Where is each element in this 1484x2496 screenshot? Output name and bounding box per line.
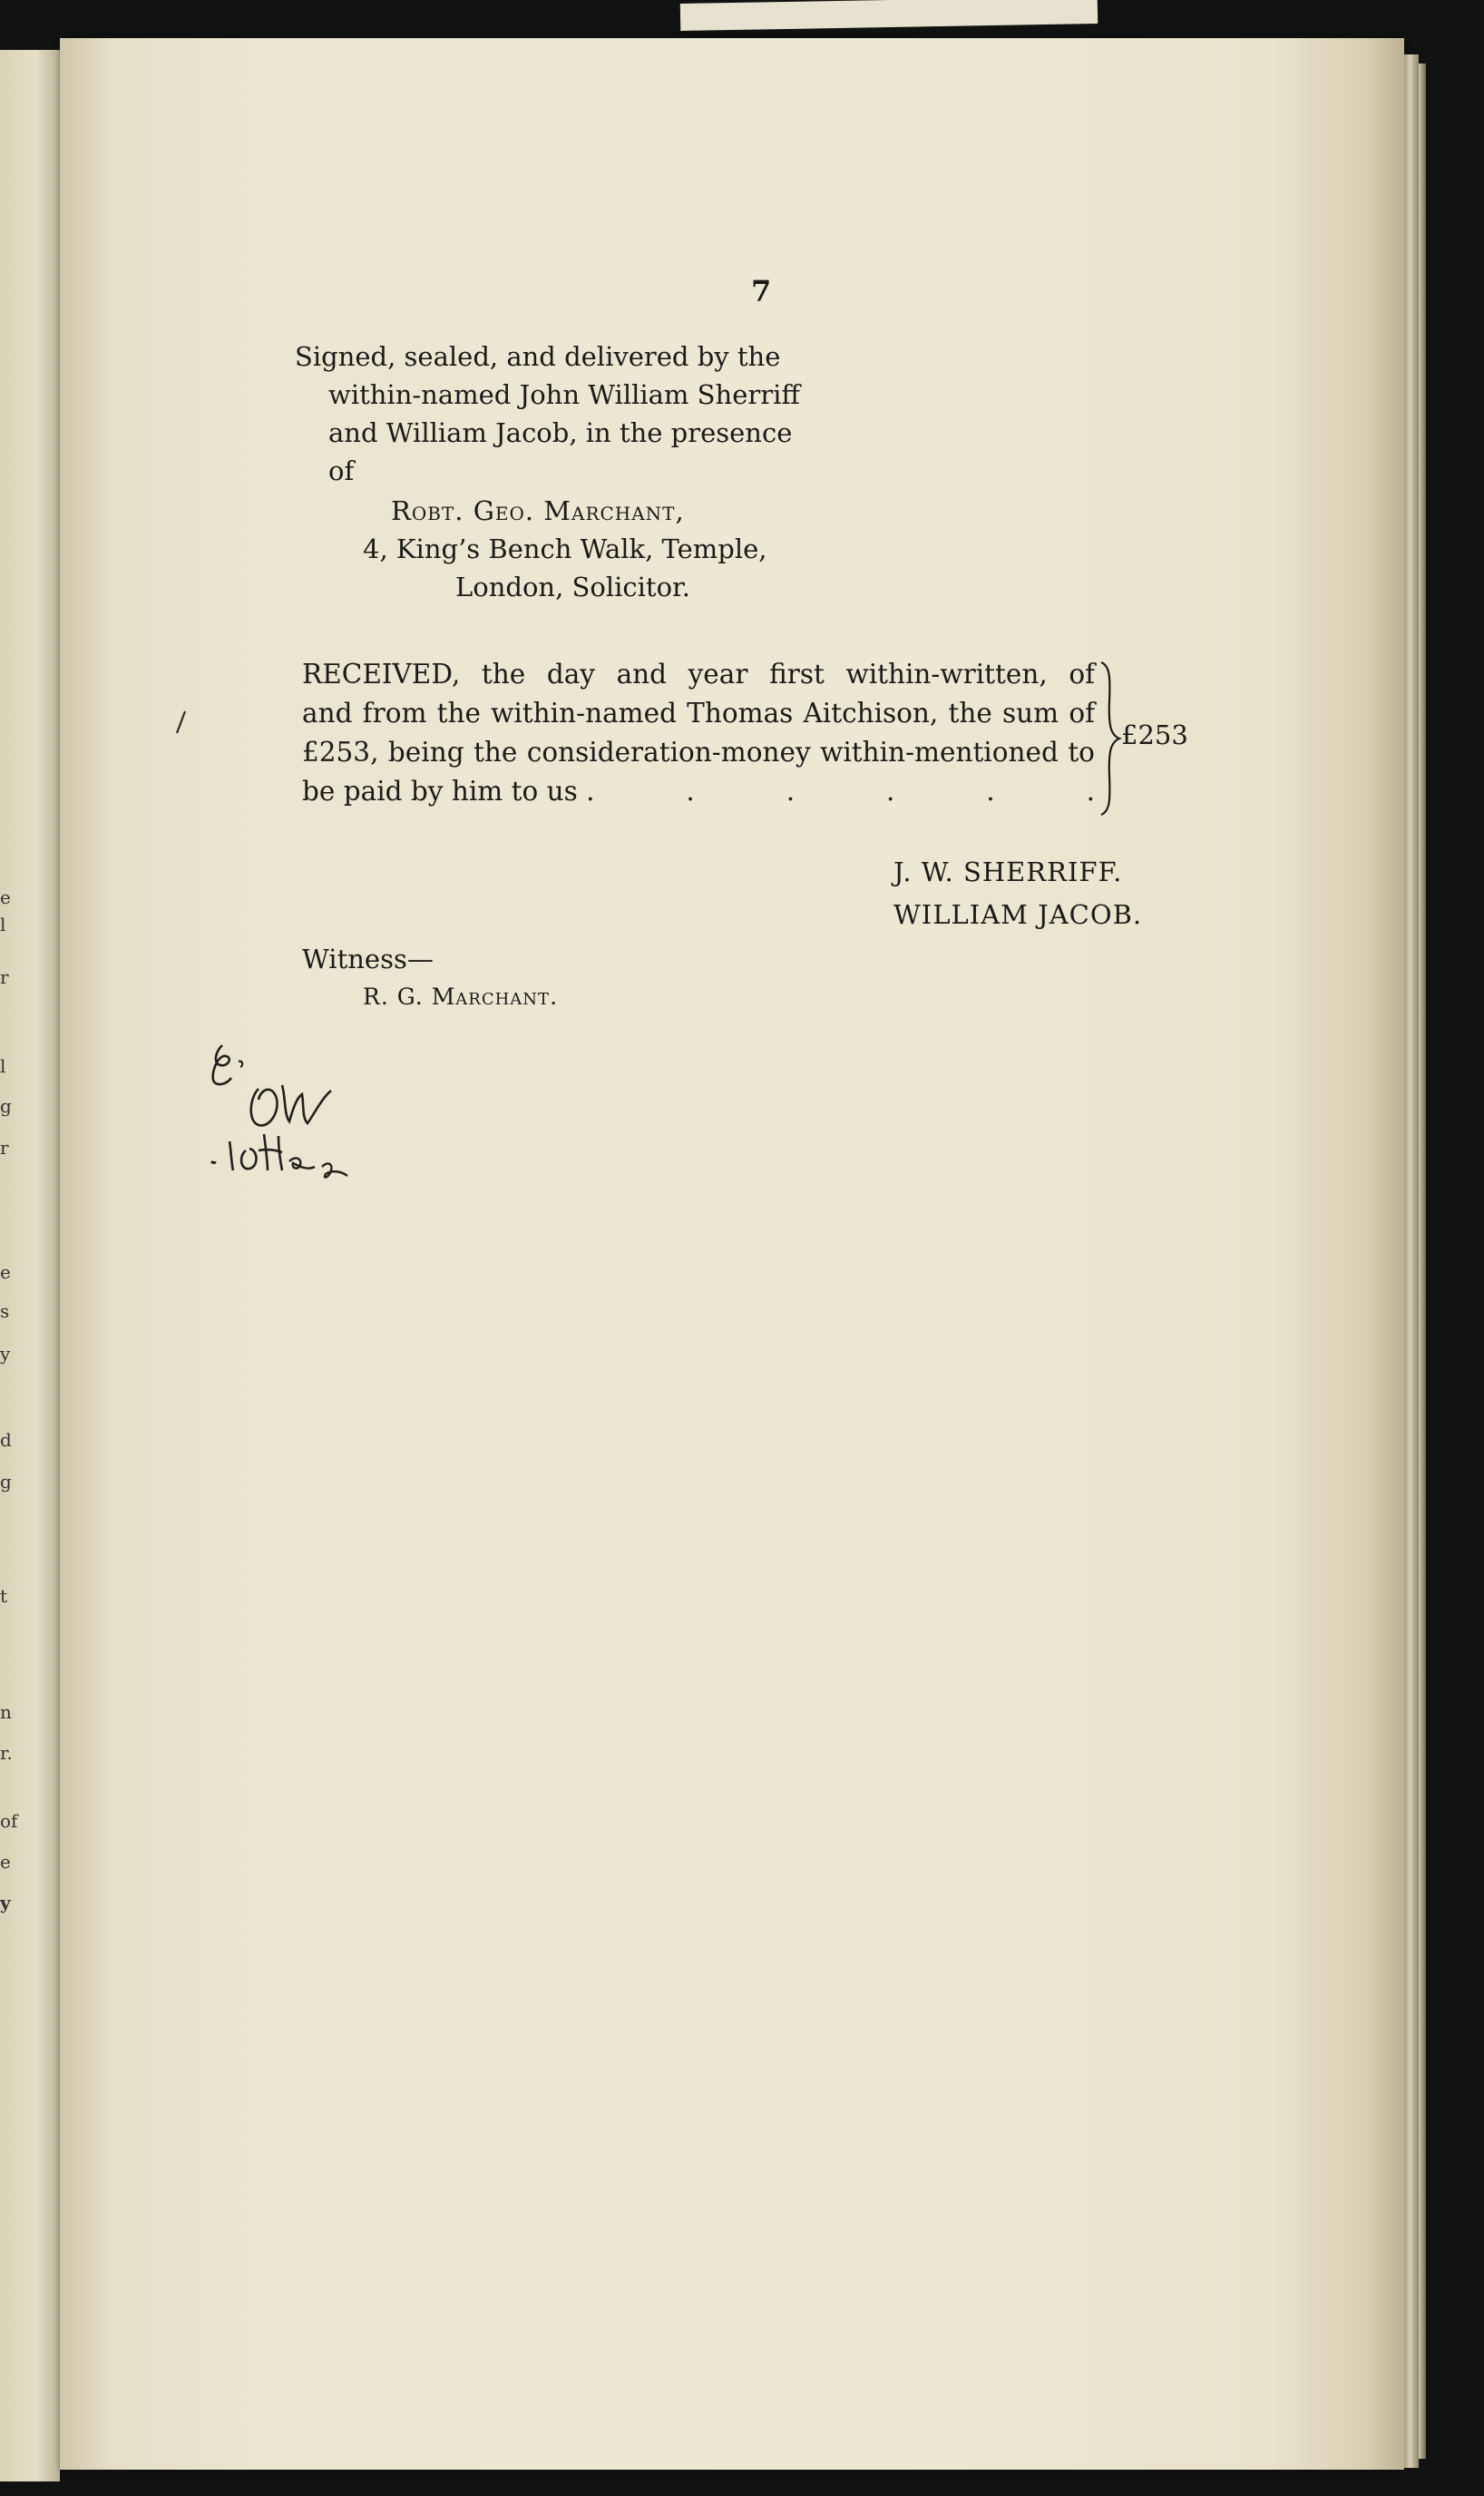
handwritten-annotation [195,1034,367,1207]
receipt-line: £253, being the consideration-money within-mentioned to [302,737,1095,768]
paper-scrap [680,0,1098,31]
receipt-line: and from the within-named Thomas Aitchison, the sum of [302,698,1095,729]
attestation-line: and William Jacob, in the presence [328,417,793,448]
signatory-name: J. W. SHERRIFF. [893,856,1123,887]
attestation-line: Signed, sealed, and delivered by the [295,341,781,372]
receipt-line: RECEIVED, the day and year first within-written, of [302,659,1095,690]
receipt-line: be paid by him to us . . . . . . [302,776,1095,807]
page-stack-edge [1404,54,1419,2468]
attestation-line: of [328,455,355,486]
attesting-witness-name: Robt. Geo. Marchant, [391,495,685,526]
cover-edge [1419,64,1426,2459]
witness-label: Witness— [302,944,434,974]
page-number: 7 [751,274,772,308]
right-brace [1098,661,1123,817]
receipt-clause [302,655,1095,811]
witness-initials: R. G. Marchant. [363,984,559,1010]
receipt-amount: £253 [1121,719,1188,750]
attesting-witness-address: London, Solicitor. [455,572,690,602]
attestation-line: within-named John William Sherriff [328,379,800,410]
signatory-name: WILLIAM JACOB. [893,899,1143,930]
previous-page-edge: e l r l g r e s y d g t n r. of e y [0,50,60,2481]
pencil-tick [172,710,190,737]
attesting-witness-address: 4, King’s Bench Walk, Temple, [363,533,767,564]
